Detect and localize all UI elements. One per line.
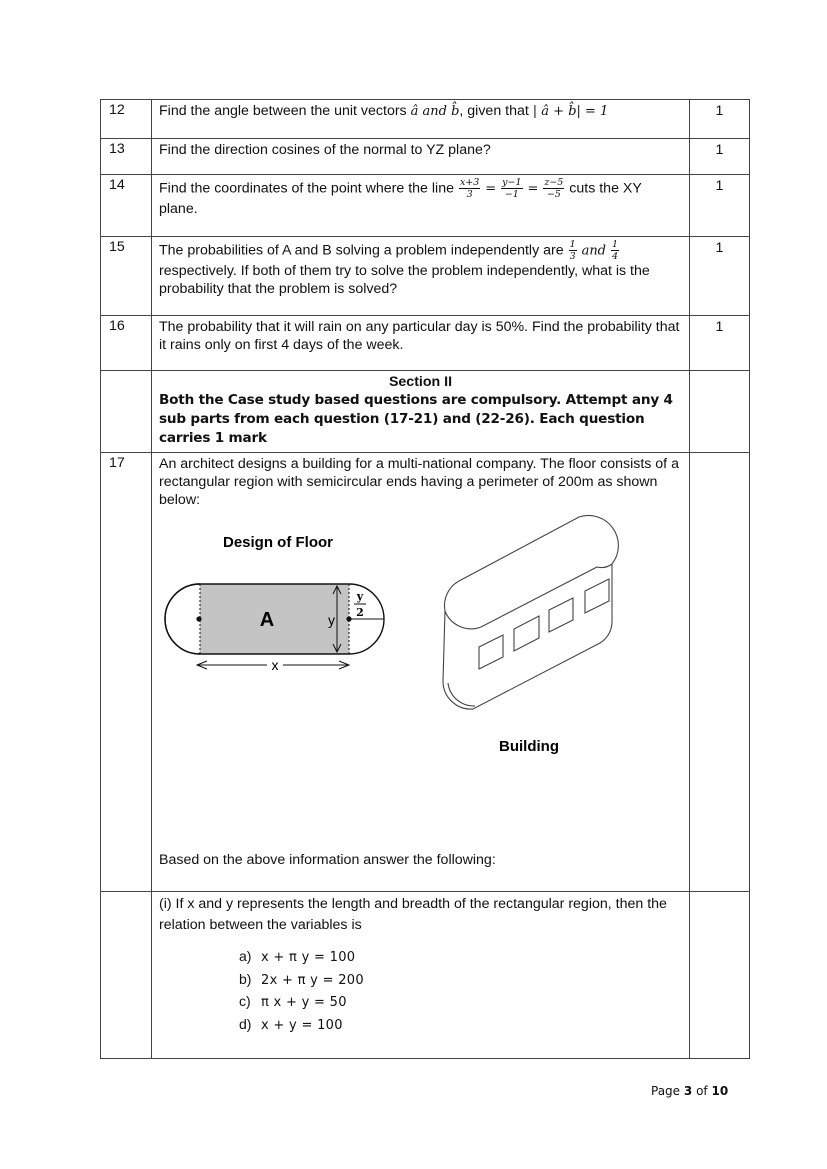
y-label: y	[328, 612, 335, 628]
section-row	[101, 371, 750, 453]
subquestion-row	[101, 892, 750, 1059]
question-number: 16	[101, 316, 152, 371]
case-study-figure	[159, 509, 682, 851]
fraction: $\frac{1}{4}$	[611, 239, 619, 262]
question-text-part: cuts the XY plane.	[159, 180, 642, 217]
options-list	[239, 946, 682, 1036]
question-text-part: , given that	[459, 103, 529, 119]
region-label: A	[259, 609, 275, 631]
question-row	[101, 139, 750, 175]
marks: 1	[690, 316, 750, 371]
case-study-intro: An architect designs a building for a multi-national company. The floor consists of a rectangular region with semicircular ends having a perimeter of 200m as shown below:	[159, 456, 679, 508]
half-y-numerator: y	[356, 590, 364, 603]
rectangle-region	[200, 584, 349, 654]
question-number: 15	[101, 237, 152, 316]
question-row	[101, 100, 750, 139]
question-text	[152, 100, 690, 139]
question-text: Find the direction cosines of the normal to YZ plane?	[152, 139, 690, 175]
question-text: The probability that it will rain on any particular day is 50%. Find the probability that it rains only on first 4 days of the week.	[152, 316, 690, 371]
question-row	[101, 453, 750, 892]
question-text-part: The probabilities of A and B solving a problem independently are	[159, 242, 564, 259]
question-text	[152, 237, 690, 316]
page-footer: Page 3 of 10	[651, 1084, 729, 1098]
building-drawing	[443, 515, 618, 709]
fraction: $\frac{1}{3}$	[569, 239, 576, 262]
question-row	[101, 316, 750, 371]
question-number: 12	[101, 100, 152, 139]
section-instructions: Both the Case study based questions are compulsory. Attempt any 4 sub parts from each question (17-21) and (22-26). Each question carries 1 mark	[159, 392, 673, 446]
figure-drawing	[159, 509, 692, 851]
fraction: $\frac{y-1}{-1}$	[502, 177, 522, 200]
marks: 1	[690, 100, 750, 139]
question-table	[100, 99, 750, 1059]
marks: 1	[690, 237, 750, 316]
question-number: 13	[101, 139, 152, 175]
question-text	[152, 175, 690, 237]
x-label: x	[271, 657, 279, 673]
option: d) x + y = 100	[239, 1015, 343, 1033]
building-label: Building	[499, 738, 559, 755]
question-row	[101, 237, 750, 316]
math-expression: =	[527, 181, 539, 197]
subquestion-text: (i) If x and y represents the length and breadth of the rectangular region, then the relation between the variables is	[159, 896, 667, 933]
question-text-part: respectively. If both of them try to solve the problem independently, what is the probability that the problem is solved?	[159, 263, 650, 297]
option: c) π x + y = 50	[239, 993, 347, 1010]
option: b) 2x + π y = 200	[239, 970, 364, 988]
math-expression: | â + b̂| = 1	[532, 104, 609, 119]
marks: 1	[690, 139, 750, 175]
section-header	[152, 371, 690, 453]
math-expression: =	[485, 181, 497, 197]
marks: 1	[690, 175, 750, 237]
question-number: 17	[101, 453, 152, 892]
question-text-part: Find the coordinates of the point where the line	[159, 180, 454, 197]
fraction: $\frac{z-5}{-5}$	[544, 177, 564, 200]
question-row	[101, 175, 750, 237]
math-expression: and	[581, 243, 607, 259]
floor-title: Design of Floor	[223, 534, 333, 551]
question-text-part: Find the angle between the unit vectors	[159, 103, 407, 119]
section-title: Section II	[388, 374, 453, 390]
math-expression: â and b̂	[410, 104, 460, 119]
fraction: $\frac{x+3}{3}$	[459, 177, 480, 200]
case-study-prompt: Based on the above information answer the following:	[159, 852, 496, 868]
question-text	[152, 453, 690, 892]
option: a) x + π y = 100	[239, 948, 356, 965]
subquestion	[152, 892, 690, 1059]
half-y-denominator: 2	[356, 606, 364, 619]
question-number: 14	[101, 175, 152, 237]
